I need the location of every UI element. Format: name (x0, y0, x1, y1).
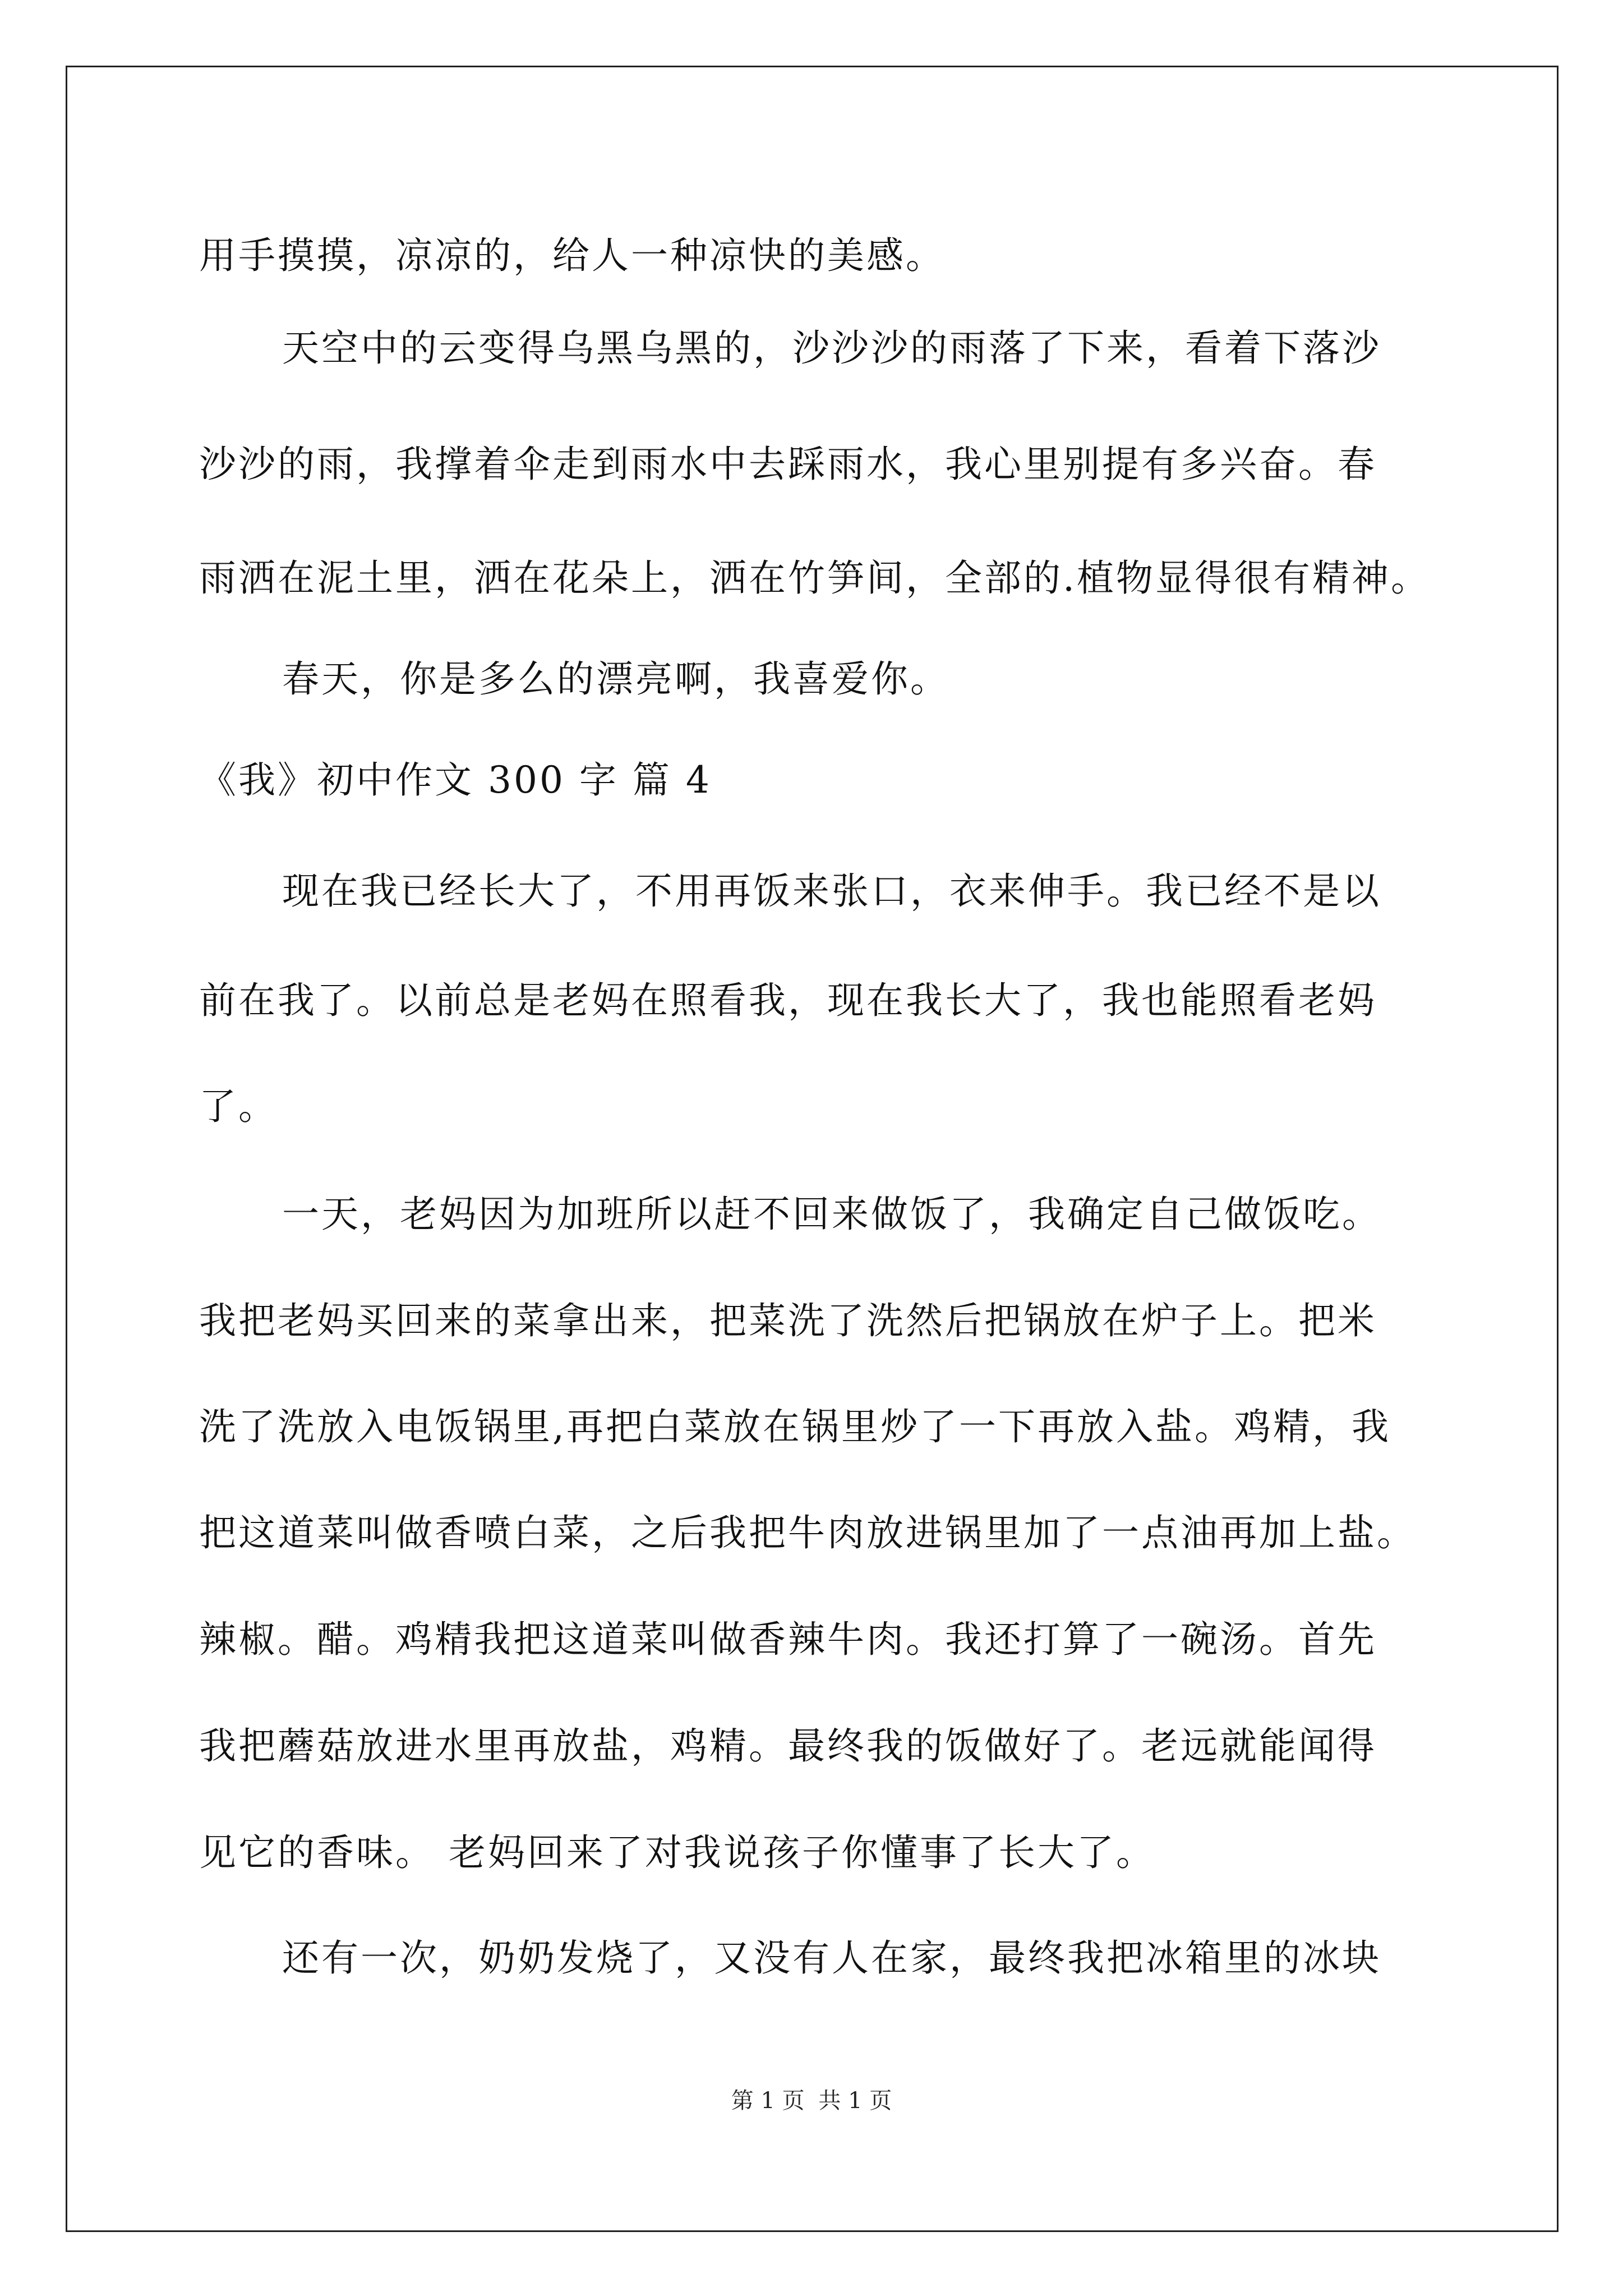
paragraph-start-line: 一天，老妈因为加班所以赶不回来做饭了，我确定自己做饭吃。 (282, 1193, 1381, 1236)
paragraph-start-line: 现在我已经长大了，不用再饭来张口，衣来伸手。我已经不是以 (282, 869, 1381, 913)
text-line: 把这道菜叫做香喷白菜，之后我把牛肉放进锅里加了一点油再加上盐。 (199, 1511, 1416, 1554)
text-line: 沙沙的雨，我撑着伞走到雨水中去踩雨水，我心里别提有多兴奋。春 (199, 443, 1377, 486)
page-footer (0, 2088, 1623, 2113)
text-line: 我把蘑菇放进水里再放盐，鸡精。最终我的饭做好了。老远就能闻得 (199, 1724, 1377, 1768)
text-line: 我把老妈买回来的菜拿出来，把菜洗了洗然后把锅放在炉子上。把米 (199, 1299, 1377, 1342)
text-line: 前在我了。以前总是老妈在照看我，现在我长大了，我也能照看老妈 (199, 979, 1377, 1022)
text-line: 雨洒在泥土里，洒在花朵上，洒在竹笋间，全部的.植物显得很有精神。 (199, 556, 1430, 600)
text-line: 洗了洗放入电饭锅里,再把白菜放在锅里炒了一下再放入盐。鸡精，我 (199, 1405, 1391, 1448)
page-number-current: 第 1 页 (731, 2088, 805, 2114)
text-line: 辣椒。醋。鸡精我把这道菜叫做香辣牛肉。我还打算了一碗汤。首先 (199, 1618, 1377, 1661)
section-heading: 《我》初中作文 300 字 篇 4 (199, 758, 712, 802)
text-line: 用手摸摸，凉凉的，给人一种凉快的美感。 (199, 234, 945, 277)
text-line: 见它的香味。 老妈回来了对我说孩子你懂事了长大了。 (199, 1831, 1155, 1874)
paragraph-start-line: 还有一次，奶奶发烧了，又没有人在家，最终我把冰箱里的冰块 (282, 1936, 1381, 1980)
page-border (66, 66, 1559, 2232)
paragraph-start-line: 天空中的云变得乌黑乌黑的，沙沙沙的雨落了下来，看着下落沙 (282, 326, 1381, 370)
page-number-total: 共 1 页 (818, 2088, 892, 2114)
text-line: 了。 (199, 1085, 278, 1128)
paragraph-start-line: 春天，你是多么的漂亮啊，我喜爱你。 (282, 657, 949, 701)
